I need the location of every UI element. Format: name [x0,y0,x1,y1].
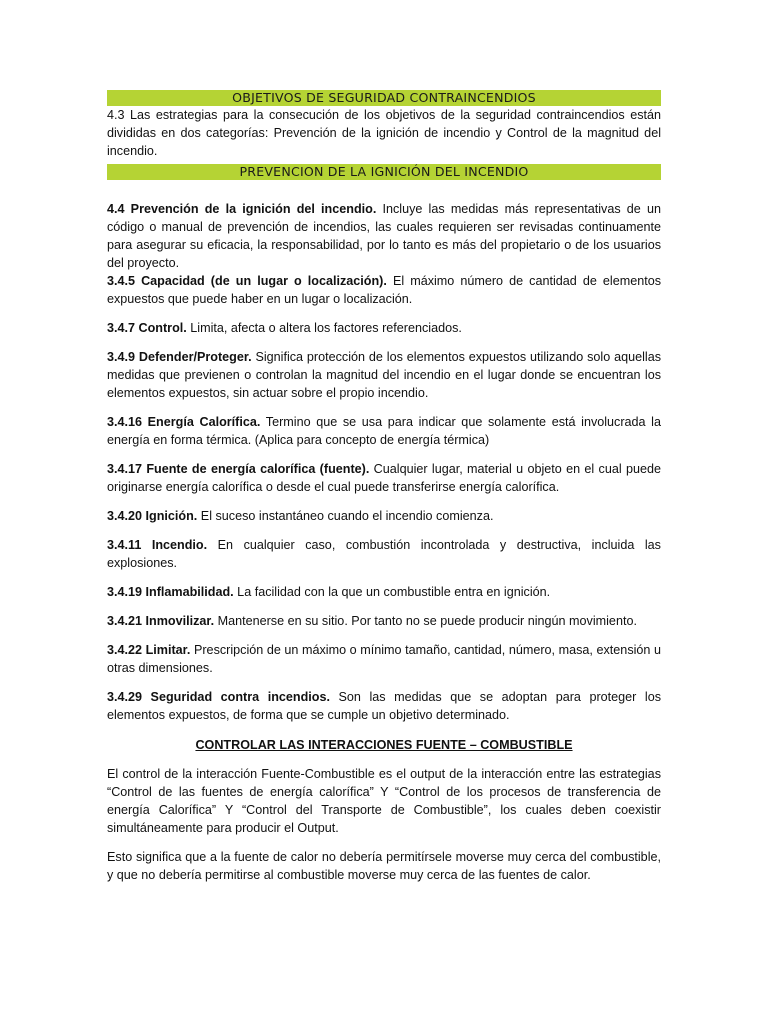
definition-term: 3.4.5 Capacidad (de un lugar o localización). [107,274,387,288]
definition-text: Limita, afecta o altera los factores referenciados. [186,321,462,335]
definition-text: Mantenerse en su sitio. Por tanto no se puede producir ningún movimiento. [214,614,637,628]
definition-item [107,319,661,337]
definition-text: En cualquier caso, combustión incontrolada y destructiva, incluida las explosiones. [107,538,661,570]
definition-item [107,536,661,572]
definition-term: 3.4.20 Ignición. [107,509,198,523]
definition-text: El máximo número de cantidad de elementos expuestos que puede haber en un lugar o localización. [107,274,662,306]
definition-text: Prescripción de un máximo o mínimo tamaño, cantidad, número, masa, extensión u otras dimensiones. [107,643,661,675]
definition-text: La facilidad con la que un combustible entra en ignición. [233,585,551,599]
definition-item [107,688,661,724]
definition-text: Cualquier lugar, material u objeto en el cual puede originarse energía calorífica o desde el cual puede transferirse energía calorífica. [107,462,661,494]
definition-term: 3.4.16 Energía Calorífica. [107,415,261,429]
definition-term: 4.4 Prevención de la ignición del incendio. [107,202,377,216]
definition-item [107,272,661,308]
definition-term: 3.4.21 Inmovilizar. [107,614,215,628]
definition-item [107,583,661,601]
definition-item [107,612,661,630]
section-heading-objetivos: OBJETIVOS DE SEGURIDAD CONTRAINCENDIOS [107,90,661,106]
definition-text: Incluye las medidas más representativas de un código o manual de prevención de incendios, las cuales requieren ser revisadas continuamente para asegurar su eficacia, la responsabilidad, por lo tanto es más del propietario o de los usuarios del proyecto. [107,202,661,270]
definition-text: Son las medidas que se adoptan para proteger los elementos expuestos, de forma que se cumple un objetivo determinado. [107,690,661,722]
definition-item [107,641,661,677]
interaction-paragraph: El control de la interacción Fuente-Combustible es el output de la interacción entre las estrategias “Control de las fuentes de energía calorífica” Y “Control de los procesos de transferencia de energía Calorífica” Y “Control del Transporte de Combustible”, los cuales deben coexistir simultáneamente para producir el Output. [107,767,661,835]
definition-term: 3.4.17 Fuente de energía calorífica (fuente). [107,462,370,476]
definition-text: El suceso instantáneo cuando el incendio comienza. [197,509,494,523]
definition-item [107,507,661,525]
section-heading-prevencion: PREVENCION DE LA IGNICIÓN DEL INCENDIO [107,164,661,180]
section-heading-interacciones: CONTROLAR LAS INTERACCIONES FUENTE – COMBUSTIBLE [195,738,573,752]
intro-paragraph: 4.3 Las estrategias para la consecución de los objetivos de la seguridad contraincendios están divididas en dos categorías: Prevención de la ignición de incendio y Control de la magnitud del incendio. [107,108,661,158]
definition-term: 3.4.22 Limitar. [107,643,191,657]
document-body [107,90,661,884]
definition-text: Significa protección de los elementos expuestos utilizando solo aquellas medidas que previenen o controlan la magnitud del incendio en el lugar donde se encuentran los elementos expuestos, sin actuar sobre el propio incendio. [107,350,661,400]
conclusion-paragraph: Esto significa que a la fuente de calor no debería permitírsele moverse muy cerca del combustible, y que no debería permitirse al combustible moverse muy cerca de las fuentes de calor. [107,850,661,882]
definition-text: Termino que se usa para indicar que solamente está involucrada la energía en forma térmica. (Aplica para concepto de energía térmica) [107,415,661,447]
definition-item [107,200,661,272]
definition-term: 3.4.29 Seguridad contra incendios. [107,690,330,704]
definition-term: 3.4.19 Inflamabilidad. [107,585,234,599]
definition-item [107,348,661,402]
definition-item [107,460,661,496]
definition-term: 3.4.11 Incendio. [107,538,208,552]
definition-term: 3.4.7 Control. [107,321,187,335]
definition-item [107,413,661,449]
definition-term: 3.4.9 Defender/Proteger. [107,350,252,364]
